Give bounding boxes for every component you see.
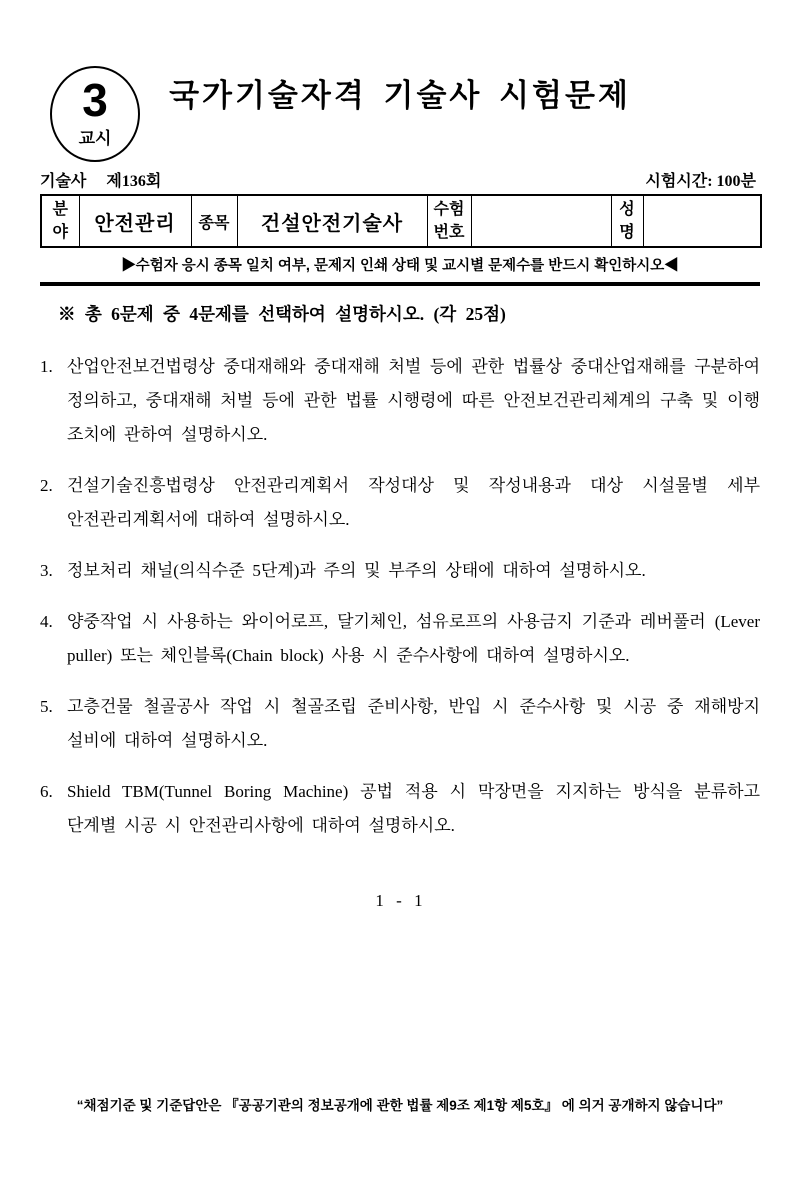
exam-number-label: 수험번호 [433, 200, 465, 241]
question-number: 2. [40, 476, 53, 495]
candidate-table [40, 194, 762, 248]
field-label-cell [41, 195, 79, 247]
question-text: 정보처리 채널(의식수준 5단계)과 주의 및 부주의 상태에 대하여 설명하시오. [67, 561, 646, 580]
question-text: 고층건물 철골공사 작업 시 철골조립 준비사항, 반입 시 준수사항 및 시공 중 재해방지 설비에 대하여 설명하시오. [67, 697, 760, 750]
exam-name: 기술사 [40, 173, 87, 190]
examinee-notice: ▶수험자 응시 종목 일치 여부, 문제지 인쇄 상태 및 교시별 문제수를 반드시 확인하시오◀ [121, 258, 679, 274]
question-item-6 [40, 775, 760, 843]
field-value-cell: 안전관리 [79, 195, 191, 247]
question-list [40, 350, 760, 843]
exam-info [40, 168, 161, 191]
period-number: 3 [82, 74, 108, 127]
page-title: 국가기술자격 기술사 시험문제 [169, 78, 631, 113]
question-item-4 [40, 605, 760, 673]
question-item-3 [40, 554, 760, 588]
question-item-5 [40, 690, 760, 758]
question-number: 1. [40, 357, 53, 376]
subject-value-cell: 건설안전기술사 [237, 195, 427, 247]
question-item-1 [40, 350, 760, 452]
subject-label-cell: 종목 [191, 195, 237, 247]
question-number: 6. [40, 782, 53, 801]
exam-number-value-cell [471, 195, 611, 247]
header [40, 62, 760, 164]
name-value-cell [643, 195, 761, 247]
exam-sheet [0, 62, 800, 911]
footer-disclosure-notice: “채점기준 및 기준답안은 『공공기관의 정보공개에 관한 법률 제9조 제1항 제5호』 에 의거 공개하지 않습니다” [76, 1098, 724, 1113]
question-number: 4. [40, 612, 53, 631]
page-number: 1 - 1 [375, 891, 425, 910]
field-label: 분야 [52, 200, 68, 241]
question-number: 3. [40, 561, 53, 580]
exam-time: 시험시간: 100분 [645, 173, 756, 190]
name-label-cell [611, 195, 643, 247]
exam-number-label-cell [427, 195, 471, 247]
info-row [40, 168, 760, 191]
question-text: 산업안전보건법령상 중대재해와 중대재해 처벌 등에 관한 법률상 중대산업재해를 구분하여 정의하고, 중대재해 처벌 등에 관한 법률 시행령에 따른 안전보건관리체계의 구축 및 이행 조치에 관하여 설명하시오. [67, 357, 760, 444]
table-row [41, 195, 761, 247]
period-label: 교시 [78, 128, 112, 148]
question-number: 5. [40, 697, 53, 716]
exam-instruction: ※ 총 6문제 중 4문제를 선택하여 설명하시오. (각 25점) [58, 304, 506, 324]
period-badge [50, 66, 140, 162]
name-label: 성명 [619, 200, 635, 241]
exam-round: 제136회 [106, 173, 162, 190]
question-item-2 [40, 469, 760, 537]
question-text: Shield TBM(Tunnel Boring Machine) 공법 적용 시 막장면을 지지하는 방식을 분류하고 단계별 시공 시 안전관리사항에 대하여 설명하시오. [67, 782, 760, 835]
section-divider [40, 282, 760, 286]
question-text: 건설기술진흥법령상 안전관리계획서 작성대상 및 작성내용과 대상 시설물별 세부 안전관리계획서에 대하여 설명하시오. [67, 476, 760, 529]
question-text: 양중작업 시 사용하는 와이어로프, 달기체인, 섬유로프의 사용금지 기준과 레버풀러 (Lever puller) 또는 체인블록(Chain block) 사용 시 준수사항에 대하여 설명하시오. [67, 612, 760, 665]
